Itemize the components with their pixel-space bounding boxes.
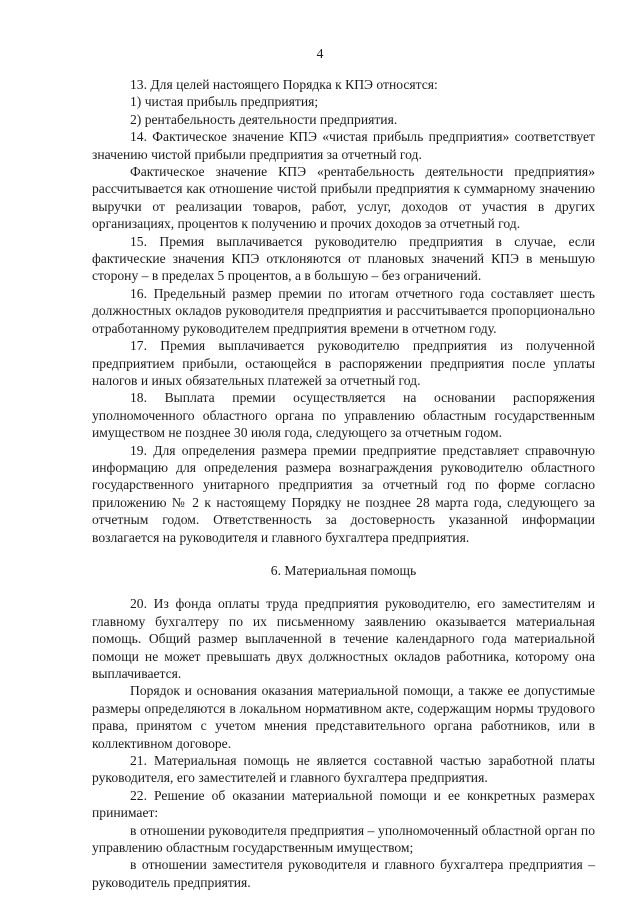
- paragraph-aid-procedure: Порядок и основания оказания материальной помощи, а также ее допустимые размеры определяются в локальном нормативном акте, содержащим нормы трудового права, принятом с учетом мнения представительного органа работников, или в коллективном договоре.: [92, 683, 595, 751]
- paragraph-16: 16. Предельный размер премии по итогам отчетного года составляет шесть должностных окладов руководителя предприятия и рассчитывается пропорционально отработанному руководителем предприятия времени в отчетном году.: [92, 285, 595, 336]
- paragraph-deputy-decision: в отношении заместителя руководителя и главного бухгалтера предприятия – руководитель предприятия.: [92, 857, 595, 890]
- paragraph-director-decision: в отношении руководителя предприятия – уполномоченный областной орган по управлению областным государственным имуществом;: [92, 822, 595, 856]
- document-body: [92, 76, 595, 891]
- list-item-net-profit: 1) чистая прибыль предприятия;: [130, 94, 319, 110]
- paragraph-profitability-formula: Фактическое значение КПЭ «рентабельность деятельности предприятия» рассчитывается как отношение чистой прибыли предприятия к суммарному значению выручки от реализации товаров, работ, услуг, доходов от участия в других организациях, процентов к получению и прочих доходов за отчетный год.: [92, 164, 595, 232]
- paragraph-20: 20. Из фонда оплаты труда предприятия руководителю, его заместителям и главному бухгалтеру по их письменному заявлению оказывается материальная помощь. Общий размер выплаченной в течение календарного года материальной помощи не может превышать двух должностных окладов работника, которому она выплачивается.: [92, 596, 595, 681]
- paragraph-18: 18. Выплата премии осуществляется на основании распоряжения уполномоченного областного органа по управлению областным государственным имуществом не позднее 30 июля года, следующего за отчетным годом.: [92, 390, 595, 441]
- paragraph-14: 14. Фактическое значение КПЭ «чистая прибыль предприятия» соответствует значению чистой прибыли предприятия за отчетный год.: [92, 129, 595, 162]
- paragraph-21: 21. Материальная помощь не является составной частью заработной платы руководителя, его заместителей и главного бухгалтера предприятия.: [92, 753, 595, 786]
- list-item-profitability: 2) рентабельность деятельности предприятия.: [130, 111, 398, 127]
- paragraph-22: 22. Решение об оказании материальной помощи и ее конкретных размерах принимает:: [92, 787, 595, 821]
- page-number: 4: [316, 46, 324, 61]
- section-heading: 6. Материальная помощь: [270, 562, 417, 578]
- paragraph-15: 15. Премия выплачивается руководителю предприятия в случае, если фактические значения КПЭ отклоняются от плановых значений КПЭ в меньшую сторону – в пределах 5 процентов, а в большую – без ограничений.: [92, 233, 595, 284]
- paragraph-19: 19. Для определения размера премии предприятие представляет справочную информацию для определения размера вознаграждения руководителю областного государственного унитарного предприятия за отчетный год по форме согласно приложению № 2 к настоящему Порядку не позднее 28 марта года, следующего за отчетным годом. Ответственность за достоверность указанной информации возлагается на руководителя и главного бухгалтера предприятия.: [92, 442, 595, 545]
- paragraph-17: 17. Премия выплачивается руководителю предприятия из полученной предприятием прибыли, остающейся в распоряжении предприятия после уплаты налогов и иных обязательных платежей за отчетный год.: [92, 338, 595, 388]
- paragraph-13: 13. Для целей настоящего Порядка к КПЭ относятся:: [130, 77, 438, 92]
